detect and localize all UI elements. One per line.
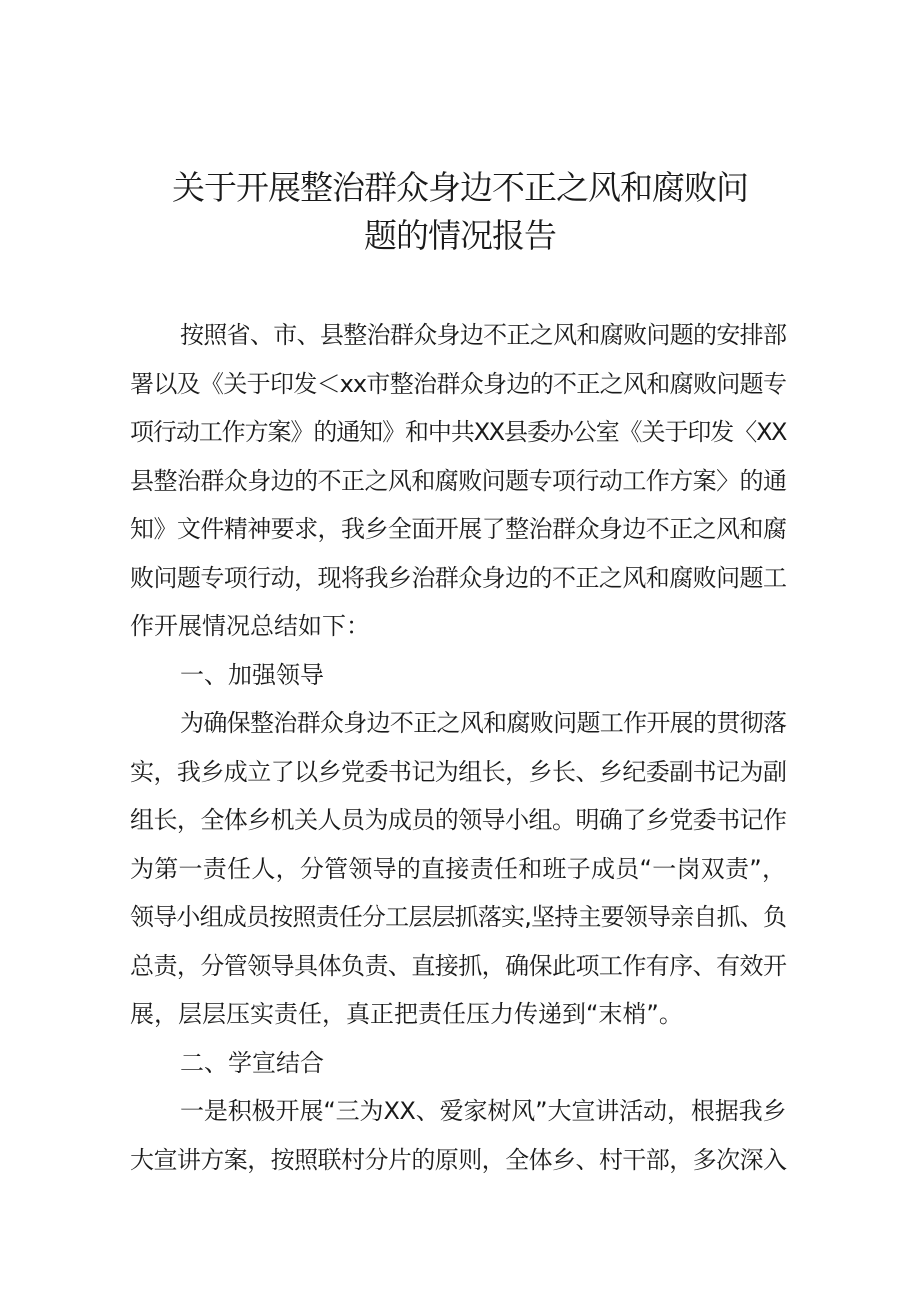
text-line: 知》文件精神要求，我乡全面开展了整治群众身边不正之风和腐 (130, 515, 786, 543)
text-line: 总责，分管领导具体负责、直接抓，确保此项工作有序、有效开 (130, 951, 786, 980)
intro-paragraph (130, 311, 786, 651)
text-line: 为确保整治群众身边不正之风和腐败问题工作开展的贯彻落 (180, 709, 786, 737)
title-line: 关于开展整治群众身边不正之风和腐败问 (172, 168, 748, 207)
document-title (100, 164, 820, 260)
document-body (130, 311, 786, 1184)
title-line: 题的情况报告 (364, 216, 556, 255)
text-line: 大宣讲方案，按照联村分片的原则，全体乡、村干部，多次深入 (130, 1145, 786, 1174)
text-line: 按照省、市、县整治群众身边不正之风和腐败问题的安排部 (180, 321, 786, 349)
section-2-paragraph (130, 1087, 786, 1184)
text-line: 县整治群众身边的不正之风和腐败问题专项行动工作方案〉的通 (130, 466, 786, 495)
text-line: 为第一责任人，分管领导的直接责任和班子成员“一岗双责”， (130, 854, 786, 883)
text-line: 展，层层压实责任，真正把责任压力传递到“末梢”。 (130, 1000, 683, 1028)
section-1-paragraph (130, 699, 786, 1039)
section-heading-2 (130, 1039, 786, 1088)
heading-text: 二、学宣结合 (180, 1048, 324, 1077)
text-line: 实，我乡成立了以乡党委书记为组长，乡长、乡纪委副书记为副 (130, 757, 786, 786)
text-line: 败问题专项行动，现将我乡治群众身边的不正之风和腐败问题工 (130, 563, 786, 592)
text-line: 项行动工作方案》的通知》和中共XX县委办公室《关于印发〈XX (130, 418, 786, 446)
text-line: 领导小组成员按照责任分工层层抓落实,坚持主要领导亲自抓、负 (130, 903, 786, 931)
text-line: 一是积极开展“三为XX、爱家树风”大宣讲活动，根据我乡 (180, 1097, 786, 1125)
text-line: 作开展情况总结如下： (130, 612, 370, 640)
text-line: 组长，全体乡机关人员为成员的领导小组。明确了乡党委书记作 (130, 806, 786, 834)
heading-text: 一、加强领导 (180, 660, 324, 689)
text-line: 署以及《关于印发＜xx市整治群众身边的不正之风和腐败问题专 (130, 369, 786, 398)
section-heading-1 (130, 651, 786, 700)
